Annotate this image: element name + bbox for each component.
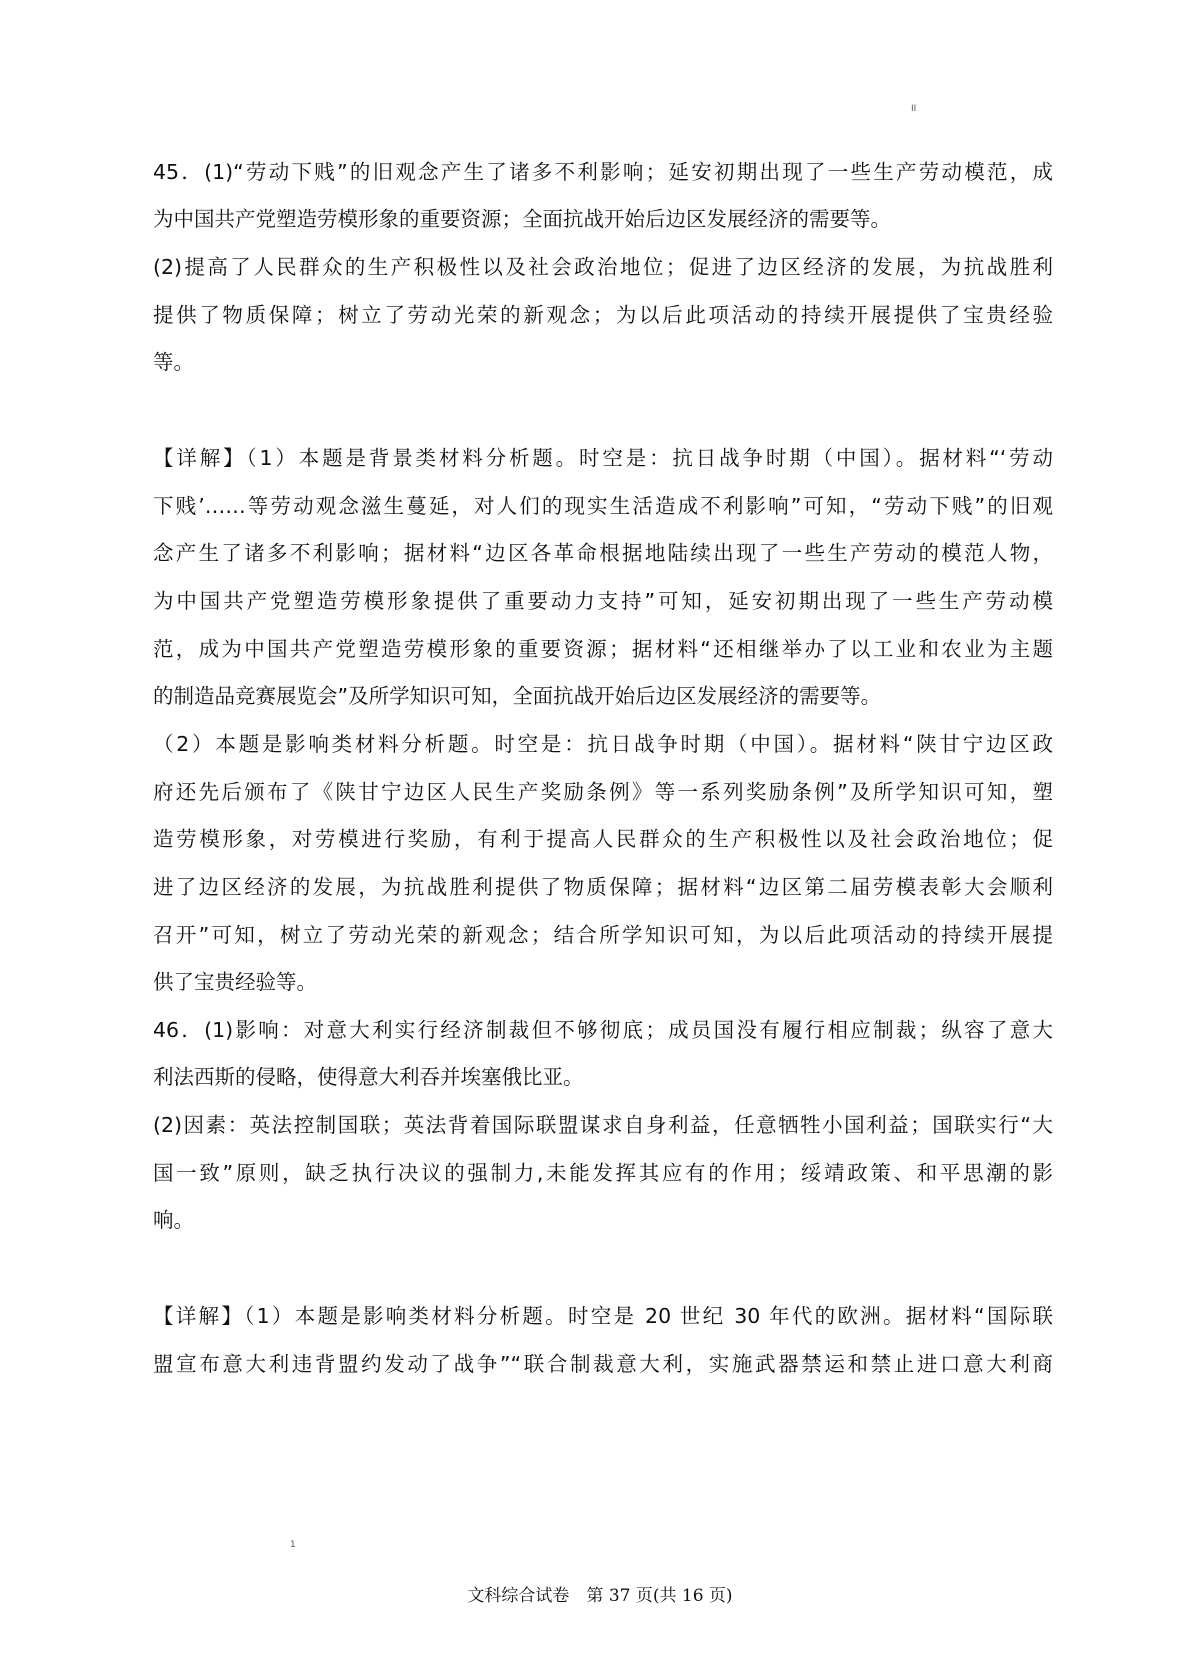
answer-45-line-3: (2)提高了人民群众的生产积极性以及社会政治地位；促进了边区经济的发展，为抗战胜利 (153, 255, 1053, 279)
answer-46-line-2: 利法西斯的侵略，使得意大利吞并埃塞俄比亚。 (153, 1065, 584, 1089)
explanation-45-line-8: 府还先后颁布了《陕甘宁边区人民生产奖励条例》等一系列奖励条例”及所学知识可知，塑 (153, 780, 1053, 804)
page-footer: 文科综合试卷 第 37 页(共 16 页) (467, 1586, 733, 1606)
explanation-45-line-6: 的制造品竞赛展览会”及所学知识可知，全面抗战开始后边区发展经济的需要等。 (153, 684, 882, 708)
answer-46-line-5: 响。 (153, 1208, 194, 1232)
explanation-45-line-9: 造劳模形象，对劳模进行奖励，有利于提高人民群众的生产积极性以及社会政治地位；促 (153, 827, 1053, 851)
answer-45-line-4: 提供了物质保障；树立了劳动光荣的新观念；为以后此项活动的持续开展提供了宝贵经验 (153, 303, 1053, 327)
answer-46-line-4: 国一致”原则，缺乏执行决议的强制力,未能发挥其应有的作用；绥靖政策、和平思潮的影 (153, 1161, 1053, 1185)
explanation-45-line-11: 召开”可知，树立了劳动光荣的新观念；结合所学知识可知，为以后此项活动的持续开展提 (153, 923, 1053, 947)
explanation-45-line-4: 为中国共产党塑造劳模形象提供了重要动力支持”可知，延安初期出现了一些生产劳动模 (153, 589, 1053, 613)
explanation-45-line-3: 念产生了诸多不利影响；据材料“边区各革命根据地陆续出现了一些生产劳动的模范人物， (153, 541, 1053, 565)
answer-46-line-1: 46．(1)影响：对意大利实行经济制裁但不够彻底；成员国没有履行相应制裁；纵容了意大 (153, 1018, 1053, 1042)
answer-46-line-3: (2)因素：英法控制国联；英法背着国际联盟谋求自身利益，任意牺牲小国利益；国联实行“大 (153, 1113, 1053, 1137)
explanation-45-line-10: 进了边区经济的发展，为抗战胜利提供了物质保障；据材料“边区第二届劳模表彰大会顺利 (153, 875, 1053, 899)
explanation-46-line-2: 盟宣布意大利违背盟约发动了战争”“联合制裁意大利，实施武器禁运和禁止进口意大利商 (153, 1352, 1053, 1376)
explanation-45-line-7: （2）本题是影响类材料分析题。时空是：抗日战争时期（中国）。据材料“陕甘宁边区政 (153, 732, 1053, 756)
scan-mark-bottom: 1 (290, 1540, 296, 1550)
explanation-45-line-1: 【详解】（1）本题是背景类材料分析题。时空是：抗日战争时期（中国）。据材料“‘劳动 (153, 446, 1053, 470)
answer-45-line-1: 45．(1)“劳动下贱”的旧观念产生了诸多不利影响；延安初期出现了一些生产劳动模范，成 (153, 160, 1053, 184)
answer-45-line-2: 为中国共产党塑造劳模形象的重要资源；全面抗战开始后边区发展经济的需要等。 (153, 207, 891, 231)
explanation-45-line-12: 供了宝贵经验等。 (153, 970, 317, 994)
explanation-45-line-2: 下贱’……等劳动观念滋生蔓延，对人们的现实生活造成不利影响”可知，“劳动下贱”的旧观 (153, 494, 1053, 518)
explanation-45-line-5: 范，成为中国共产党塑造劳模形象的重要资源；据材料“还相继举办了以工业和农业为主题 (153, 637, 1053, 661)
answer-45-line-5: 等。 (153, 350, 194, 374)
scan-mark-top: II (911, 104, 917, 114)
explanation-46-line-1: 【详解】（1）本题是影响类材料分析题。时空是 20 世纪 30 年代的欧洲。据材料“国际联 (153, 1304, 1053, 1328)
